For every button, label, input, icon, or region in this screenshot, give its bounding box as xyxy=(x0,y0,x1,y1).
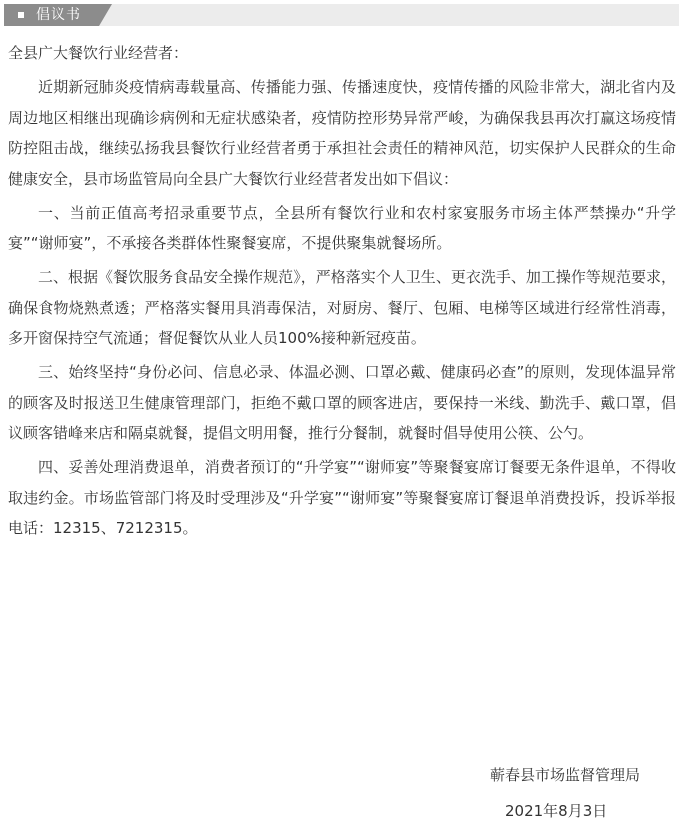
document-date: 2021年8月3日 xyxy=(505,802,608,820)
paragraph-item-1: 一、当前正值高考招录重要节点，全县所有餐饮行业和农村家宴服务市场主体严禁操办“升学宴”“谢师宴”，不承接各类群体性聚餐宴席，不提供聚集就餐场所。 xyxy=(8,203,676,253)
paragraph-intro: 近期新冠肺炎疫情病毒载量高、传播能力强、传播速度快，疫情传播的风险非常大，湖北省内及周边地区相继出现确诊病例和无症状感染者，疫情防控形势异常严峻，为确保我县再次打赢这场疫情防控阻击战，继续弘扬我县餐饮行业经营者勇于承担社会责任的精神风范，切实保护人民群众的生命健康安全，县市场监管局向全县广大餐饮行业经营者发出如下倡议： xyxy=(8,78,676,188)
section-title: 倡议书 xyxy=(36,7,81,23)
paragraph-item-3: 三、始终坚持“身份必问、信息必录、体温必测、口罩必戴、健康码必查”的原则，发现体温异常的顾客及时报送卫生健康管理部门，拒绝不戴口罩的顾客进店，要保持一米线、勤洗手、戴口罩，倡议顾客错峰来店和隔桌就餐，提倡文明用餐，推行分餐制，就餐时倡导使用公筷、公勺。 xyxy=(8,363,676,443)
document-body xyxy=(8,38,676,548)
square-bullet-icon xyxy=(18,12,24,18)
paragraph-item-4: 四、妥善处理消费退单，消费者预订的“升学宴”“谢师宴”等聚餐宴席订餐要无条件退单，不得收取违约金。市场监管部门将及时受理涉及“升学宴”“谢师宴”等聚餐宴席订餐退单消费投诉，投诉举报电话：12315、7212315。 xyxy=(8,458,676,538)
paragraph-item-2: 二、根据《餐饮服务食品安全操作规范》，严格落实个人卫生、更衣洗手、加工操作等规范要求，确保食物烧熟煮透；严格落实餐用具消毒保洁，对厨房、餐厅、包厢、电梯等区域进行经常性消毒，多开窗保持空气流通；督促餐饮从业人员100%接种新冠疫苗。 xyxy=(8,268,676,348)
signature: 蕲春县市场监督管理局 xyxy=(489,766,640,784)
section-header xyxy=(4,4,679,26)
salutation: 全县广大餐饮行业经营者： xyxy=(8,44,189,62)
